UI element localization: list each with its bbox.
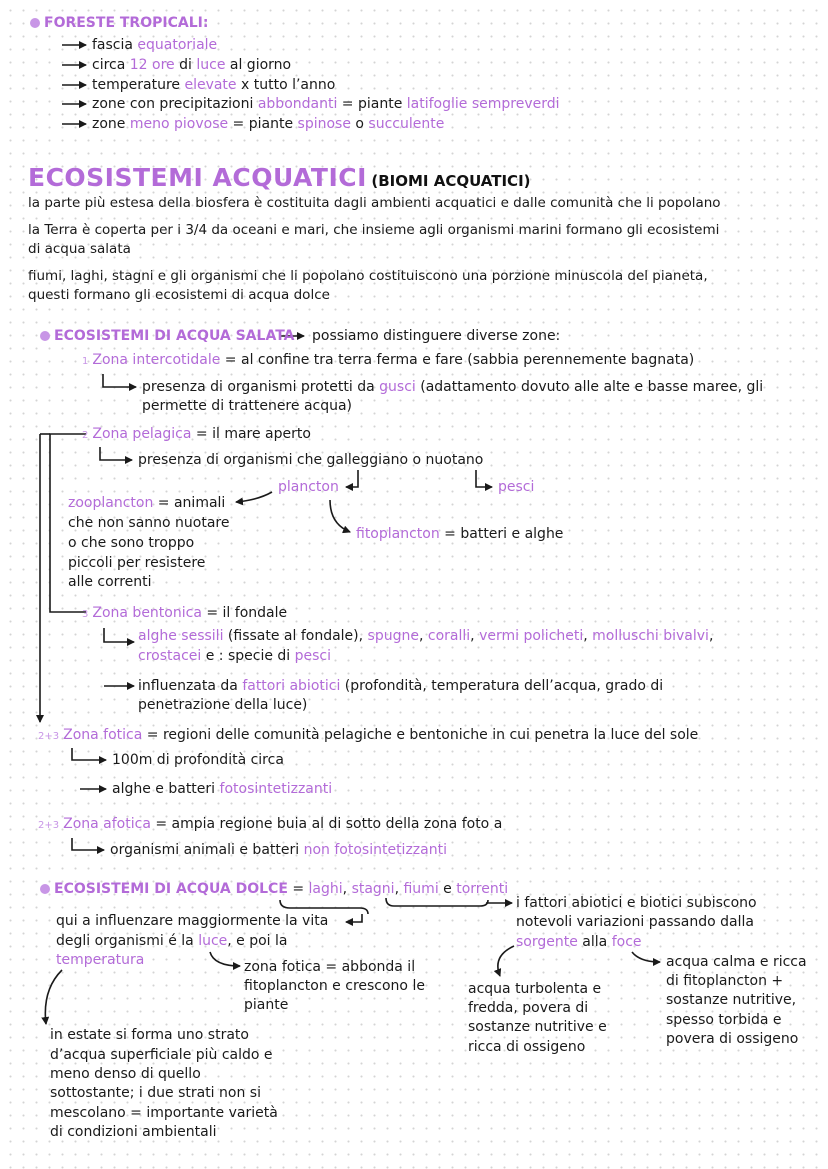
fresh-right-1: i fattori abiotici e biotici subiscono	[516, 895, 757, 911]
sorgente-line-2: fredda, povera di	[468, 1000, 589, 1016]
intro-paragraph-1: la parte più estesa della biosfera è costituita dagli ambienti acquatici e dalle comunità che li popolano	[28, 195, 721, 211]
fresh-mid-2: fitoplancton e crescono le	[244, 978, 425, 994]
zone-intercotidale-detail-1: presenza di organismi protetti da gusci (adattamento dovuto alle alte e basse maree, gli	[142, 379, 764, 395]
salt-heading-tail: possiamo distinguere diverse zone:	[312, 328, 561, 344]
fresh-summer-2: d’acqua superficiale più caldo e	[50, 1047, 273, 1063]
intro-paragraph-2b: di acqua salata	[28, 241, 131, 257]
zone-bentonica-detail-1: alghe sessili (fissate al fondale), spugne, coralli, vermi policheti, molluschi bivalvi,	[138, 628, 714, 644]
zone-fotica-detail-2: alghe e batteri fotosintetizzanti	[112, 781, 333, 797]
fresh-summer-5: mescolano = importante varietà	[50, 1105, 278, 1121]
pesci-label: pesci	[498, 479, 535, 495]
zooplancton-line-1: zooplancton = animali	[68, 495, 226, 511]
zone-bentonica: 3 Zona bentonica = il fondale	[82, 605, 288, 621]
fresh-left-3: temperatura	[56, 952, 145, 968]
foce-line-5: povera di ossigeno	[666, 1031, 799, 1047]
zooplancton-line-5: alle correnti	[68, 574, 152, 590]
foce-line-4: spesso torbida e	[666, 1012, 782, 1028]
bullet-dot-icon	[30, 18, 40, 28]
zone-fotica: 2+3 Zona fotica = regioni delle comunità pelagiche e bentoniche in cui penetra la luce del sole	[38, 727, 699, 743]
zone-bentonica-detail-2: crostacei e : specie di pesci	[138, 648, 332, 664]
bullet-dot-icon	[40, 884, 50, 894]
bullet-dot-icon	[40, 331, 50, 341]
foce-line-3: sostanze nutritive,	[666, 992, 797, 1008]
fresh-summer-4: sottostante; i due strati non si	[50, 1085, 261, 1101]
zone-pelagica: 2 Zona pelagica = il mare aperto	[82, 426, 311, 442]
fresh-left-1: qui a influenzare maggiormente la vita	[56, 913, 329, 929]
fresh-summer-3: meno denso di quello	[50, 1066, 201, 1082]
zone-bentonica-detail-4: penetrazione della luce)	[138, 697, 308, 713]
tropical-line-5: zone meno piovose = piante spinose o succulente	[92, 116, 445, 132]
intro-paragraph-3b: questi formano gli ecosistemi di acqua dolce	[28, 287, 330, 303]
plancton-label: plancton	[278, 479, 339, 495]
fresh-mid-1: zona fotica = abbonda il	[244, 959, 416, 975]
zone-afotica-detail: organismi animali e batteri non fotosintetizzanti	[110, 842, 447, 858]
zooplancton-line-2: che non sanno nuotare	[68, 515, 230, 531]
zone-bentonica-detail-3: influenzata da fattori abiotici (profondità, temperatura dell’acqua, grado di	[138, 678, 664, 694]
tropical-line-3: temperature elevate x tutto l’anno	[92, 77, 336, 93]
fresh-right-3: sorgente alla foce	[516, 934, 642, 950]
tropical-line-2: circa 12 ore di luce al giorno	[92, 57, 292, 73]
foce-line-2: di fitoplancton +	[666, 973, 784, 989]
zooplancton-line-4: piccoli per resistere	[68, 555, 206, 571]
fitoplancton-line: fitoplancton = batteri e alghe	[356, 526, 564, 542]
tropical-heading: FORESTE TROPICALI:	[30, 14, 208, 32]
intro-paragraph-2a: la Terra è coperta per i 3/4 da oceani e mari, che insieme agli organismi marini formano gli ecosistemi	[28, 222, 720, 238]
zone-fotica-detail-1: 100m di profondità circa	[112, 752, 284, 768]
fresh-mid-3: piante	[244, 997, 289, 1013]
sorgente-line-4: ricca di ossigeno	[468, 1039, 586, 1055]
tropical-line-4: zone con precipitazioni abbondanti = piante latifoglie sempreverdi	[92, 96, 560, 112]
fresh-summer-1: in estate si forma uno strato	[50, 1027, 249, 1043]
fresh-right-2: notevoli variazioni passando dalla	[516, 914, 754, 930]
foce-line-1: acqua calma e ricca	[666, 954, 807, 970]
sorgente-line-3: sostanze nutritive e	[468, 1019, 607, 1035]
page-title: ECOSISTEMI ACQUATICI (BIOMI ACQUATICI)	[28, 163, 531, 192]
fresh-heading: ECOSISTEMI DI ACQUA DOLCE = laghi, stagni, fiumi e torrenti	[40, 880, 508, 898]
fresh-left-2: degli organismi é la luce, e poi la	[56, 933, 288, 949]
zone-afotica: 2+3 Zona afotica = ampia regione buia al di sotto della zona foto a	[38, 816, 503, 832]
sorgente-line-1: acqua turbolenta e	[468, 981, 602, 997]
tropical-line-1: fascia equatoriale	[92, 37, 218, 53]
fresh-summer-6: di condizioni ambientali	[50, 1124, 217, 1140]
salt-heading: ECOSISTEMI DI ACQUA SALATA	[40, 327, 295, 345]
zone-pelagica-detail: presenza di organismi che galleggiano o nuotano	[138, 452, 484, 468]
intro-paragraph-3a: fiumi, laghi, stagni e gli organismi che li popolano costituiscono una porzione minuscola del pianeta,	[28, 268, 708, 284]
zooplancton-line-3: o che sono troppo	[68, 535, 195, 551]
zone-intercotidale-detail-2: permette di trattenere acqua)	[142, 398, 353, 414]
zone-intercotidale: 1 Zona intercotidale = al confine tra terra ferma e fare (sabbia perennemente bagnata)	[82, 352, 695, 368]
